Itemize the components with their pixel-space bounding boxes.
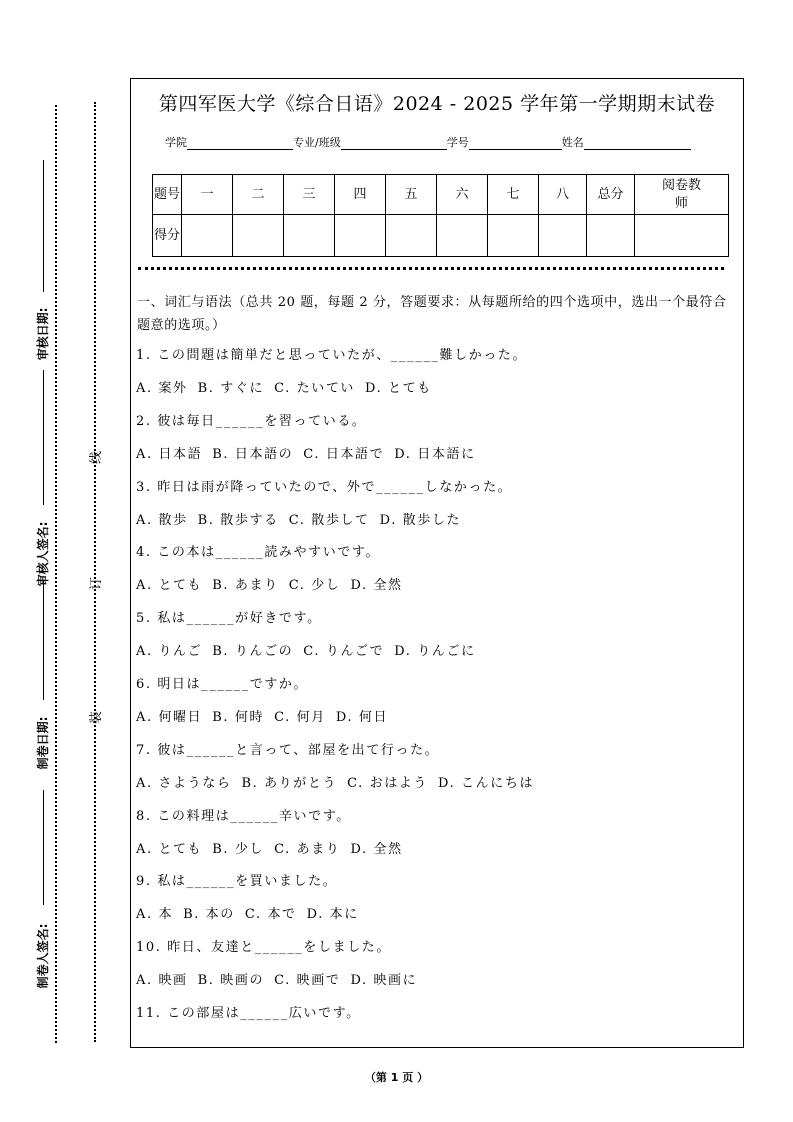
option-b[interactable]: B. 本の — [183, 907, 235, 923]
page-number: （第 1 页 ） — [364, 1071, 429, 1084]
col-total: 总分 — [587, 175, 635, 215]
option-d[interactable]: D. りんごに — [394, 644, 476, 660]
score-cell-3[interactable] — [284, 215, 335, 257]
option-b[interactable]: B. ありがとう — [241, 775, 338, 791]
option-d[interactable]: D. 全然 — [350, 841, 403, 857]
question-6-options — [136, 706, 398, 725]
option-c[interactable]: C. 映画で — [274, 973, 341, 989]
option-d[interactable]: D. 何日 — [335, 709, 389, 725]
col-3: 三 — [284, 175, 335, 215]
question-4: 4. この本は______読みやすいです。 — [136, 545, 381, 561]
header-divider — [138, 267, 724, 270]
option-a[interactable]: A. さようなら — [136, 775, 232, 791]
name-field[interactable] — [584, 137, 691, 150]
option-c[interactable]: C. りんごで — [303, 644, 385, 660]
option-b[interactable]: B. りんごの — [212, 644, 294, 660]
score-cell-2[interactable] — [233, 215, 284, 257]
question-7-options — [136, 772, 544, 791]
option-d[interactable]: D. こんにちは — [438, 775, 535, 791]
option-d[interactable]: D. 全然 — [350, 578, 403, 594]
option-a[interactable]: A. 散歩 — [136, 512, 188, 528]
option-b[interactable]: B. 散歩する — [197, 512, 279, 528]
question-6: 6. 明日は______ですか。 — [136, 677, 309, 692]
student-id-label: 学号 — [446, 136, 469, 149]
bind-mark-line: 线 — [89, 450, 105, 465]
question-7: 7. 彼は______と言って、部屋を出て行った。 — [136, 742, 440, 758]
reviewer-date-label: 审核日期: — [35, 307, 50, 361]
col-7: 七 — [488, 175, 539, 215]
score-cell-4[interactable] — [335, 215, 386, 257]
question-5-options — [136, 640, 486, 659]
question-3: 3. 昨日は雨が降っていたので、外で______しなかった。 — [136, 479, 513, 495]
col-5: 五 — [386, 175, 437, 215]
question-5: 5. 私は______が好きです。 — [136, 611, 322, 627]
reviewer-sign-label: 审核人签名: — [35, 521, 50, 587]
option-c[interactable]: C. たいてい — [274, 380, 356, 396]
option-a[interactable]: A. 映画 — [136, 973, 188, 989]
maker-date-label: 制卷日期: — [35, 716, 50, 770]
option-c[interactable]: C. 日本語で — [303, 446, 385, 462]
question-11: 11. この部屋は______広いです。 — [136, 1006, 361, 1021]
option-a[interactable]: A. 何曜日 — [136, 709, 203, 725]
section-1-heading: 一、词汇与语法（总共 20 题，每题 2 分，答题要求：从每题所给的四个选项中，选出一个最符合题意的选项。） — [137, 295, 727, 333]
option-c[interactable]: C. あまり — [274, 841, 341, 857]
option-a[interactable]: A. 案外 — [136, 380, 188, 396]
question-1-options — [136, 377, 442, 396]
question-4-options — [136, 574, 413, 593]
maker-sign-label: 制卷人签名: — [35, 923, 50, 989]
question-10-options — [136, 969, 427, 988]
col-grader: 阅卷教师 — [635, 175, 729, 215]
score-cell-grader[interactable] — [635, 215, 729, 257]
option-d[interactable]: D. 本に — [306, 907, 359, 923]
option-b[interactable]: B. 日本語の — [212, 446, 294, 462]
question-8-options — [136, 838, 413, 857]
question-2-options — [136, 443, 486, 462]
major-field[interactable] — [341, 137, 447, 150]
score-cell-8[interactable] — [539, 215, 587, 257]
question-2: 2. 彼は毎日______を習っている。 — [136, 413, 367, 429]
major-label: 专业/班级 — [293, 136, 341, 149]
left-dotted-rule — [55, 105, 57, 1043]
option-d[interactable]: D. とても — [365, 380, 432, 396]
reviewer-sign-line — [43, 370, 44, 505]
exam-title: 第四军医大学《综合日语》2024 - 2025 学年第一学期期末试卷 — [158, 93, 716, 115]
option-c[interactable]: C. おはよう — [347, 775, 429, 791]
question-10: 10. 昨日、友達と______をしました。 — [136, 940, 392, 956]
col-8: 八 — [539, 175, 587, 215]
col-6: 六 — [437, 175, 488, 215]
score-cell-1[interactable] — [182, 215, 233, 257]
question-9-options — [136, 903, 369, 922]
option-b[interactable]: B. すぐに — [197, 380, 265, 396]
option-c[interactable]: C. 本で — [244, 907, 297, 923]
option-b[interactable]: B. 何時 — [212, 709, 265, 725]
option-a[interactable]: A. とても — [136, 578, 203, 594]
option-b[interactable]: B. あまり — [212, 578, 279, 594]
student-info-row — [165, 134, 691, 150]
question-1: 1. この問題は簡単だと思っていたが、______難しかった。 — [136, 348, 528, 363]
score-table — [152, 174, 729, 257]
binding-dotted-rule — [94, 102, 96, 1042]
name-label: 姓名 — [561, 136, 584, 149]
score-cell-5[interactable] — [386, 215, 437, 257]
score-cell-6[interactable] — [437, 215, 488, 257]
maker-sign-line — [43, 790, 44, 905]
college-label: 学院 — [165, 136, 187, 149]
score-cell-total[interactable] — [587, 215, 635, 257]
college-field[interactable] — [187, 137, 293, 150]
option-c[interactable]: C. 少し — [288, 578, 341, 594]
option-a[interactable]: A. りんご — [136, 644, 203, 660]
option-b[interactable]: B. 映画の — [197, 973, 265, 989]
col-4: 四 — [335, 175, 386, 215]
option-c[interactable]: C. 何月 — [274, 709, 326, 725]
bind-mark-zhuang: 装 — [89, 710, 105, 725]
score-label-cell: 得分 — [153, 215, 182, 257]
score-table-header-row — [153, 175, 729, 215]
option-a[interactable]: A. とても — [136, 841, 203, 857]
option-b[interactable]: B. 少し — [212, 841, 265, 857]
option-c[interactable]: C. 散歩して — [288, 512, 370, 528]
option-a[interactable]: A. 日本語 — [136, 446, 203, 462]
score-cell-7[interactable] — [488, 215, 539, 257]
score-table-score-row — [153, 215, 729, 257]
maker-date-line — [43, 580, 44, 700]
question-3-options — [136, 509, 471, 528]
option-d[interactable]: D. 日本語に — [394, 446, 476, 462]
col-2: 二 — [233, 175, 284, 215]
student-id-field[interactable] — [469, 137, 562, 150]
question-9: 9. 私は______を買いました。 — [136, 874, 338, 890]
exam-frame — [130, 78, 744, 1048]
option-d[interactable]: D. 散歩した — [379, 512, 462, 528]
col-1: 一 — [182, 175, 233, 215]
header-label-cell: 题号 — [153, 175, 182, 215]
option-a[interactable]: A. 本 — [136, 907, 174, 923]
reviewer-date-line — [43, 160, 44, 292]
option-d[interactable]: D. 映画に — [350, 973, 418, 989]
bind-mark-ding: 订 — [89, 576, 105, 591]
question-8: 8. この料理は______辛いです。 — [136, 808, 351, 824]
